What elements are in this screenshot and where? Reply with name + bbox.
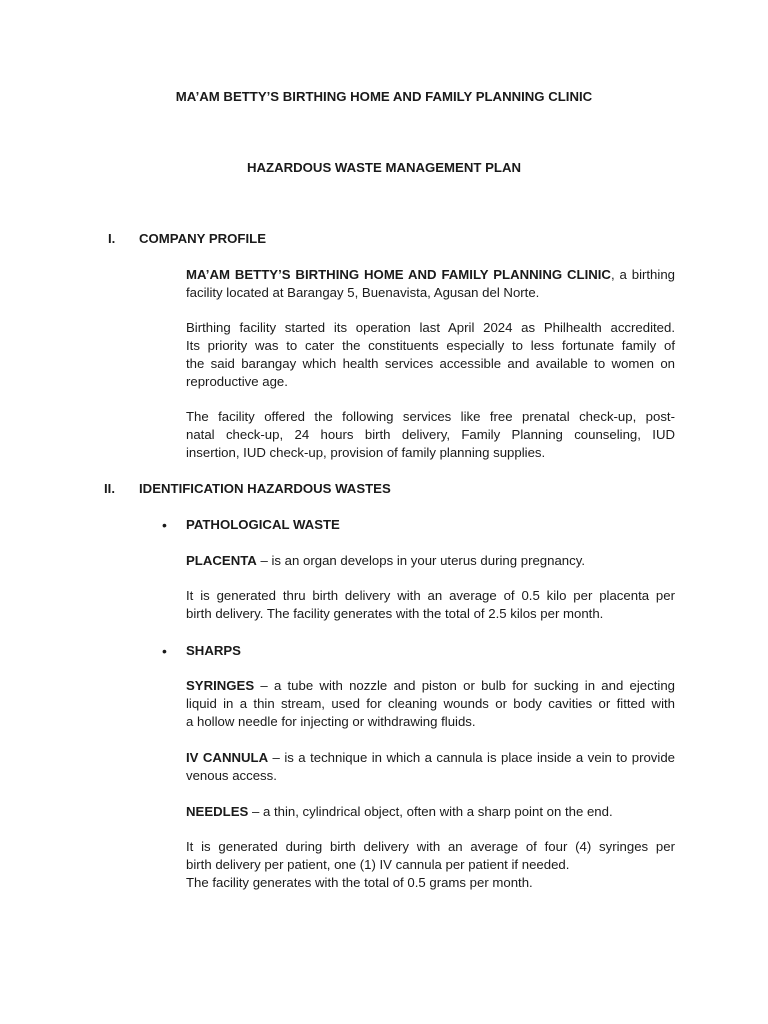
company-intro-line-2: facility located at Barangay 5, Buenavista, Agusan del Norte. — [186, 285, 540, 300]
company-intro-rest: , a birthing — [610, 267, 675, 282]
section-2-numeral: II. — [104, 481, 115, 496]
placenta-gen-line: It is generated thru birth delivery with an average of 0.5 kilo per placenta per — [186, 588, 675, 603]
pathological-waste-label: PATHOLOGICAL WASTE — [186, 517, 340, 532]
bullet-pathological: • — [162, 517, 167, 533]
iv-cannula-definition — [186, 749, 675, 785]
placenta-definition — [186, 552, 675, 570]
clinic-name-bold: MA’AM BETTY’S BIRTHING HOME AND FAMILY PLANNING CLINIC — [186, 267, 611, 282]
syringes-definition — [186, 677, 675, 731]
services-line: The facility offered the following services like free prenatal check-up, post- — [186, 409, 675, 424]
iv-cannula-def-start: – is a technique in which a cannula is place inside a vein to provide — [268, 750, 675, 765]
placenta-gen-line: birth delivery. The facility generates with the total of 2.5 kilos per month. — [186, 606, 604, 621]
services-paragraph — [186, 408, 675, 462]
operation-line: Birthing facility started its operation last April 2024 as Philhealth accredited. — [186, 320, 675, 335]
iv-cannula-line-1 — [186, 749, 675, 767]
operation-line: reproductive age. — [186, 374, 288, 389]
plan-title: HAZARDOUS WASTE MANAGEMENT PLAN — [246, 160, 521, 175]
syringes-def-start: – a tube with nozzle and piston or bulb for sucking in and ejecting — [254, 678, 675, 693]
needles-definition — [186, 803, 675, 821]
services-line: natal check-up, 24 hours birth delivery, Family Planning counseling, IUD — [186, 427, 675, 442]
operation-line: Its priority was to cater the constituents especially to less fortunate family of — [186, 338, 675, 353]
section-2-heading: IDENTIFICATION HAZARDOUS WASTES — [139, 481, 391, 496]
operation-line: the said barangay which health services accessible and available to women on — [186, 356, 675, 371]
placenta-def: – is an organ develops in your uterus during pregnancy. — [256, 553, 586, 568]
needles-term: NEEDLES — [186, 804, 249, 819]
syringes-line: a hollow needle for injecting or withdrawing fluids. — [186, 714, 476, 729]
iv-cannula-line-2: venous access. — [186, 768, 277, 783]
sharps-gen-line: birth delivery per patient, one (1) IV cannula per patient if needed. — [186, 857, 570, 872]
company-intro-line-1 — [186, 266, 675, 284]
operation-paragraph — [186, 319, 675, 391]
section-1-numeral: I. — [108, 231, 116, 246]
bullet-sharps: • — [162, 643, 167, 659]
company-intro-paragraph — [186, 266, 675, 302]
services-line: insertion, IUD check-up, provision of family planning supplies. — [186, 445, 546, 460]
iv-cannula-term: IV CANNULA — [186, 750, 269, 765]
sharps-gen-line: The facility generates with the total of 0.5 grams per month. — [186, 875, 533, 890]
syringes-line: liquid in a thin stream, used for cleaning wounds or body cavities or fitted with — [186, 696, 675, 711]
placenta-generation-paragraph — [186, 587, 675, 623]
sharps-gen-line: It is generated during birth delivery with an average of four (4) syringes per — [186, 839, 675, 854]
needles-def: – a thin, cylindrical object, often with a sharp point on the end. — [248, 804, 613, 819]
clinic-title: MA’AM BETTY’S BIRTHING HOME AND FAMILY PLANNING CLINIC — [175, 89, 593, 104]
section-1-heading: COMPANY PROFILE — [139, 231, 266, 246]
sharps-generation-paragraph — [186, 838, 675, 892]
syringes-term: SYRINGES — [186, 678, 255, 693]
sharps-label: SHARPS — [186, 643, 241, 658]
syringes-line-1 — [186, 677, 675, 695]
placenta-term: PLACENTA — [186, 553, 257, 568]
